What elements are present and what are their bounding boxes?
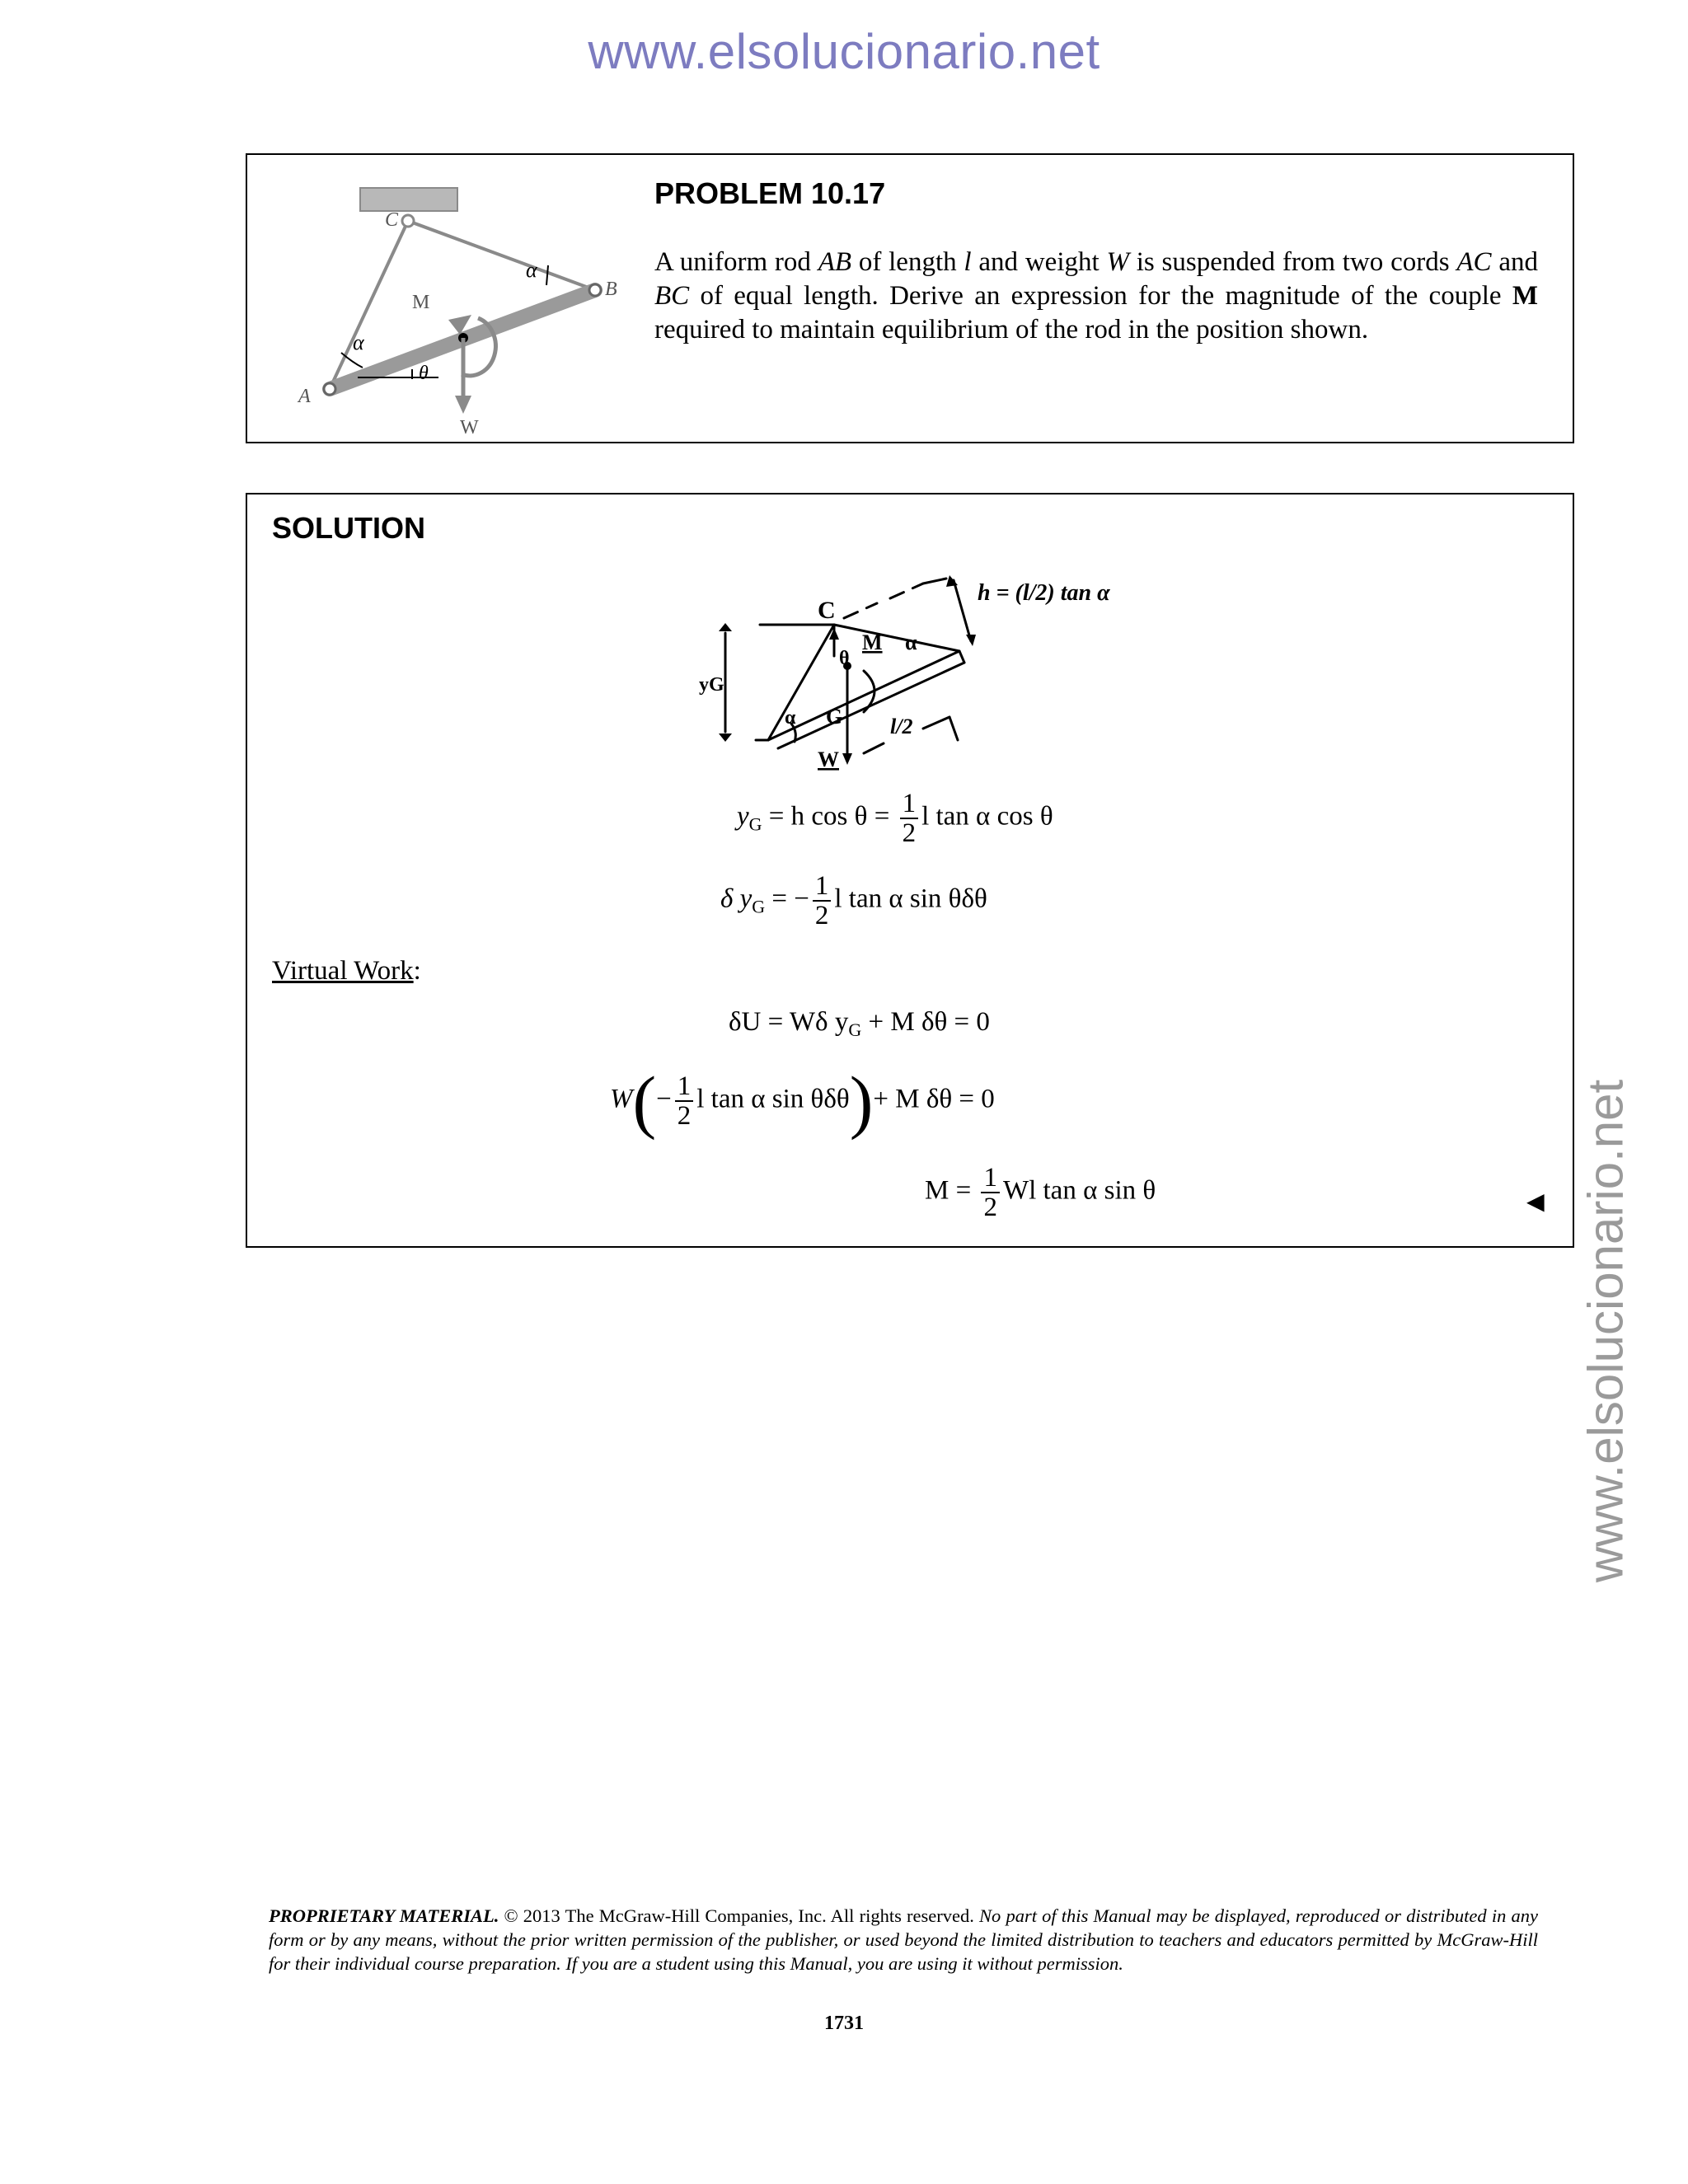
problem-statement — [654, 246, 1538, 347]
problem-text-part: AC — [1456, 247, 1492, 277]
problem-text-part: AB — [818, 247, 852, 277]
fig-label-w: W — [460, 417, 479, 438]
solution-title: SOLUTION — [272, 511, 425, 545]
fig-label-m: M — [412, 292, 430, 313]
equation-delta-yg: δ $y_G$ = − $\frac{1}{2}$ l tan α sin θδθ — [720, 871, 987, 930]
pin-b — [589, 284, 601, 296]
problem-text-part: is suspended from two cords — [1128, 247, 1457, 277]
fig-label-b: B — [605, 279, 617, 300]
problem-text-part: and — [1491, 247, 1538, 277]
fig-label-a: A — [298, 386, 311, 407]
sketch-label-alpha-top: α — [905, 630, 917, 654]
problem-text-part: BC — [654, 281, 690, 311]
problem-text-part: and weight — [971, 247, 1107, 277]
equation-result: M = $\frac{1}{2}$ Wl tan α sin θ — [925, 1163, 1156, 1222]
problem-title: PROBLEM 10.17 — [654, 176, 886, 210]
sketch-label-m: M — [862, 630, 883, 654]
problem-text-part: required to maintain equilibrium of the rod in the position shown. — [654, 315, 1369, 344]
solution-sketch — [699, 567, 1131, 798]
fig-label-theta: θ — [419, 363, 429, 384]
problem-figure — [265, 162, 628, 438]
sketch-label-g: G — [826, 705, 843, 729]
equation-virtual-work: δU = Wδ $y_G + M$ δθ = 0 — [729, 1007, 990, 1040]
problem-text-part: of length — [851, 247, 964, 277]
proprietary-footer: PROPRIETARY MATERIAL. © 2013 The McGraw-Hill Companies, Inc. All rights reserved. No part of this Manual may be displayed, reproduced or distributed in any form or by any means, without the prior written permission of the publisher, or used beyond the limited distribution to teachers and educators permitted by McGraw-Hill for their individual course preparation. If you are a student using this Manual, you are using it without permission. — [269, 1905, 1538, 1974]
equation-substitution: W(− $\frac{1}{2}$ l tan α sin θδθ)+ M δθ = 0 — [610, 1062, 995, 1141]
page-number: 1731 — [824, 2013, 864, 2034]
cord-bc — [408, 221, 595, 290]
fig-label-alpha-b: α — [526, 258, 537, 282]
problem-text-part: A uniform rod — [654, 247, 818, 277]
pin-c — [402, 215, 414, 227]
sketch-label-c: C — [818, 597, 836, 624]
problem-box — [246, 153, 1574, 443]
pin-a — [324, 383, 335, 395]
fig-label-alpha-a: α — [353, 330, 364, 354]
problem-text-part: of equal length. Derive an expression for the magnitude of the couple — [689, 281, 1512, 311]
problem-text-part: l — [964, 247, 972, 277]
sketch-label-alpha-bottom: α — [785, 707, 796, 729]
sketch-label-yg: yG — [699, 674, 724, 696]
weight-arrowhead — [455, 396, 471, 414]
equation-yg: $y_G = h$ cos θ = $\frac{1}{2}$ l tan α cos θ — [737, 789, 1053, 848]
sketch-label-theta: θ — [839, 648, 850, 669]
problem-text-part: M — [1512, 281, 1538, 311]
sketch-label-w: W — [818, 748, 839, 771]
problem-text-part: W — [1106, 247, 1129, 277]
fig-label-c: C — [385, 209, 399, 231]
sketch-label-h: h = (l/2) tan α — [978, 580, 1110, 606]
virtual-work-label: Virtual Work: — [272, 956, 421, 986]
result-marker-icon: ◄ — [1521, 1185, 1550, 1218]
watermark-top[interactable]: www.elsolucionario.net — [588, 24, 1100, 79]
solution-box — [246, 493, 1574, 1248]
sketch-label-half-l: l/2 — [890, 715, 913, 738]
alpha-arrow-b — [546, 265, 548, 285]
watermark-side-text[interactable]: www.elsolucionario.net — [1578, 1079, 1634, 1583]
ceiling-support — [360, 188, 457, 211]
